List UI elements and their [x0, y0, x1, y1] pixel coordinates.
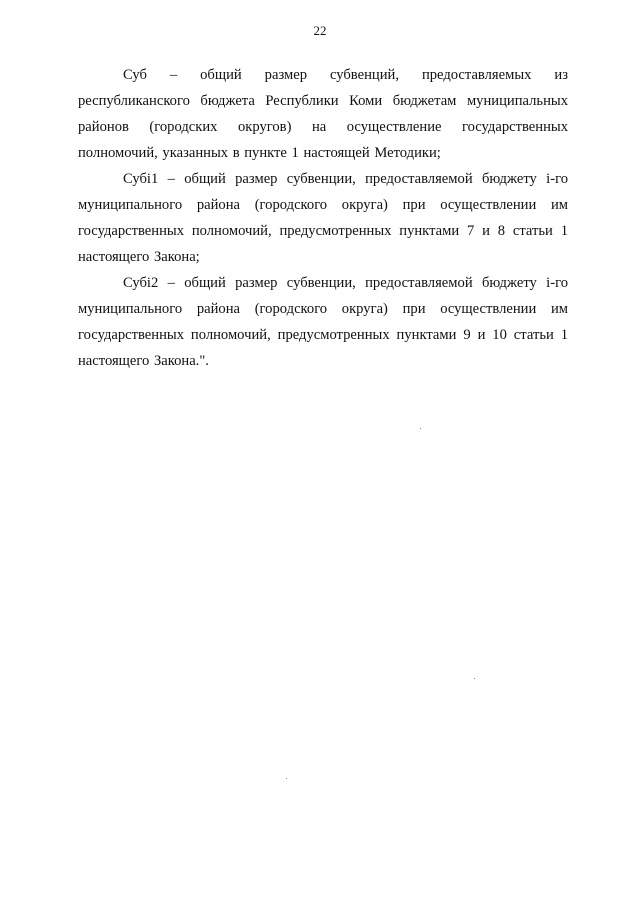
scan-speck	[474, 678, 475, 679]
scan-speck	[286, 778, 287, 779]
paragraph-subi1-definition: Субі1 – общий размер субвенции, предоставляемой бюджету і-го муниципального района (городского округа) при осуществлении им государственных полномочий, предусмотренных пунктами 7 и 8 статьи 1 настоящего Закона;	[78, 171, 568, 265]
paragraph-sub-definition: Суб – общий размер субвенций, предоставляемых из республиканского бюджета Республики Коми бюджетам муниципальных районов (городских округов) на осуществление государственных полномочий, указанных в пункте 1 настоящей Методики;	[78, 67, 568, 161]
document-body	[78, 62, 568, 374]
scan-speck	[420, 428, 421, 429]
page-number: 22	[313, 23, 327, 38]
paragraph-subi2-definition: Субі2 – общий размер субвенции, предоставляемой бюджету і-го муниципального района (городского округа) при осуществлении им государственных полномочий, предусмотренных пунктами 9 и 10 статьи 1 настоящего Закона.".	[78, 275, 568, 369]
